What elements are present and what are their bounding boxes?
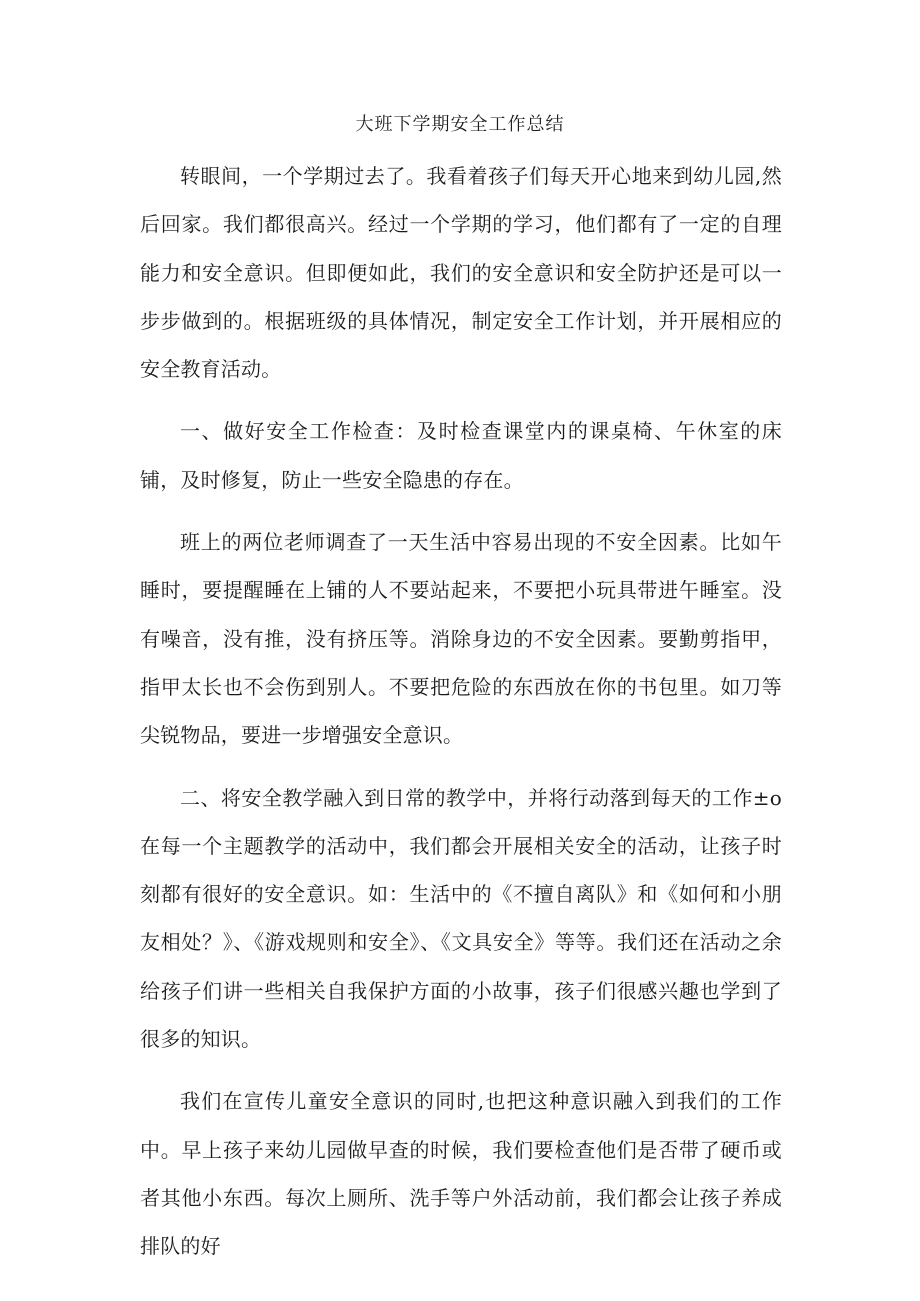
paragraph-safety-inspection: 一、做好安全工作检查：及时检查课堂内的课桌椅、午休室的床铺，及时修复，防止一些安全隐患的存在。 [140, 419, 782, 492]
document-body [140, 152, 782, 1271]
document-title: 大班下学期安全工作总结 [355, 114, 565, 135]
paragraph-intro: 转眼间，一个学期过去了。我看着孩子们每天开心地来到幼儿园,然后回家。我们都很高兴。经过一个学期的学习，他们都有了一定的自理能力和安全意识。但即便如此，我们的安全意识和安全防护还是可以一步步做到的。根据班级的具体情况，制定安全工作计划，并开展相应的安全教育活动。 [140, 164, 782, 382]
paragraph-teacher-survey: 班上的两位老师调查了一天生活中容易出现的不安全因素。比如午睡时，要提醒睡在上铺的人不要站起来，不要把小玩具带进午睡室。没有噪音，没有推，没有挤压等。消除身边的不安全因素。要勤剪指甲，指甲太长也不会伤到别人。不要把危险的东西放在你的书包里。如刀等尖锐物品，要进一步增强安全意识。 [140, 530, 782, 748]
paragraph-daily-work: 我们在宣传儿童安全意识的同时,也把这种意识融入到我们的工作中。早上孩子来幼儿园做早查的时候，我们要检查他们是否带了硬币或者其他小东西。每次上厕所、洗手等户外活动前，我们都会让孩子养成排队的好 [140, 1089, 782, 1259]
paragraph-safety-teaching: 二、将安全教学融入到日常的教学中，并将行动落到每天的工作±o在每一个主题教学的活动中，我们都会开展相关安全的活动，让孩子时刻都有很好的安全意识。如：生活中的《不擅自离队》和《如何和小朋友相处？》、《游戏规则和安全》、《文具安全》等等。我们还在活动之余给孩子们讲一些相关自我保护方面的小故事，孩子们很感兴趣也学到了很多的知识。 [140, 785, 782, 1052]
